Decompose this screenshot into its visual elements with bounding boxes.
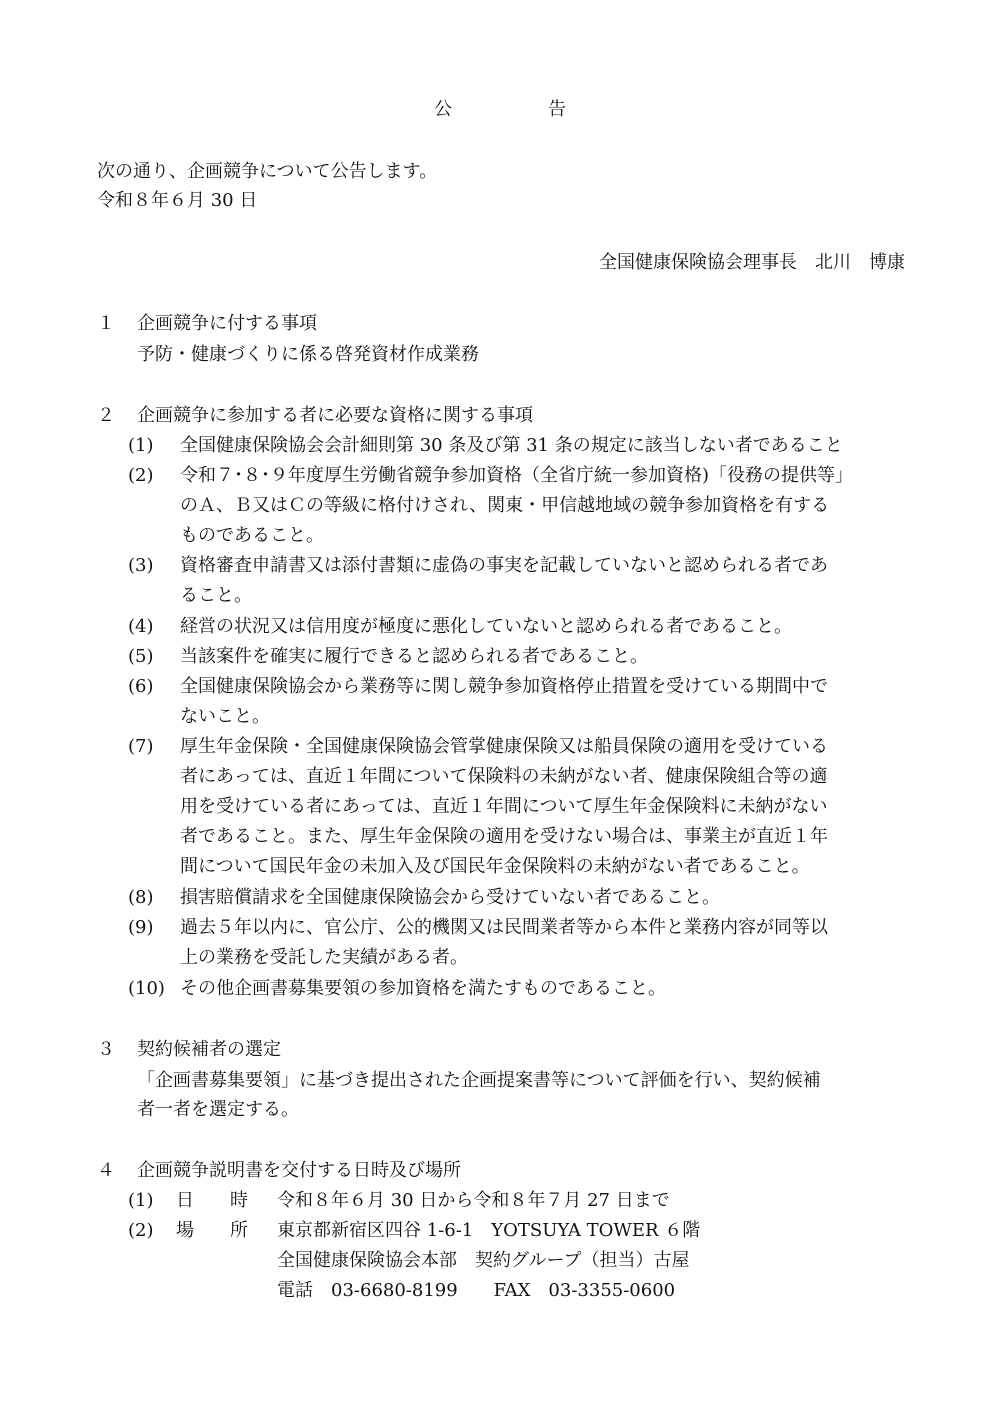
section-2-item-text: 経営の状況又は信用度が極度に悪化していないと認められる者であること。 <box>180 616 792 637</box>
section-2-item-text: 全国健康保険協会から業務等に関し競争参加資格停止措置を受けている期間中で <box>180 676 828 697</box>
section-2-item-text: 当該案件を確実に履行できると認められる者であること。 <box>180 646 648 667</box>
section-2-item-text: 損害賠償請求を全国健康保険協会から受けていない者であること。 <box>180 887 720 908</box>
section-3-heading: 契約候補者の選定 <box>137 1039 281 1060</box>
section-2-item-text: 者であること。また、厚生年金保険の適用を受けない場合は、事業主が直近１年 <box>180 826 828 847</box>
title-char-1: 公 <box>434 99 452 120</box>
section-4-item-2-label: (2) <box>128 1220 154 1241</box>
section-4-item-1-key: 日 時 <box>176 1190 248 1211</box>
section-2-item-text: 資格審査申請書又は添付書類に虚偽の事実を記載していないと認められる者であ <box>180 555 828 576</box>
section-3-number: ３ <box>97 1039 115 1060</box>
section-2-item-text: ること。 <box>180 585 252 606</box>
title-char-2: 告 <box>548 99 566 120</box>
section-2-item-label: (7) <box>128 736 154 757</box>
section-1-number: １ <box>97 313 115 334</box>
section-2-item-label: (6) <box>128 676 154 697</box>
section-2-item-label: (5) <box>128 646 154 667</box>
section-2-item-label: (8) <box>128 887 154 908</box>
section-4-item-1-value: 令和８年６月 30 日から令和８年７月 27 日まで <box>277 1190 670 1211</box>
section-2-item-text: ものであること。 <box>180 525 324 546</box>
section-2-item-text: 間について国民年金の未加入及び国民年金保険料の未納がない者であること。 <box>180 856 810 877</box>
section-2-item-label: (2) <box>128 465 154 486</box>
section-2-heading: 企画競争に参加する者に必要な資格に関する事項 <box>137 405 533 426</box>
section-3-line-2: 者一者を選定する。 <box>137 1099 299 1120</box>
section-3-line-1: 「企画書募集要領」に基づき提出された企画提案書等について評価を行い、契約候補 <box>137 1070 821 1091</box>
address-line: 東京都新宿区四谷 1-6-1 YOTSUYA TOWER ６階 <box>277 1220 701 1241</box>
section-4-item-2-key: 場 所 <box>176 1220 248 1241</box>
section-4-number: ４ <box>97 1160 115 1181</box>
section-2-item-text: 者にあっては、直近１年間について保険料の未納がない者、健康保険組合等の適 <box>180 766 828 787</box>
section-2-item-text: 過去５年以内に、官公庁、公的機関又は民間業者等から本件と業務内容が同等以 <box>180 917 828 938</box>
issuer-name: 全国健康保険協会理事長 北川 博康 <box>599 252 905 273</box>
contact-department-line: 全国健康保険協会本部 契約グループ（担当）古屋 <box>277 1250 690 1271</box>
section-2-item-text: その他企画書募集要領の参加資格を満たすものであること。 <box>180 978 666 999</box>
section-4-item-1-label: (1) <box>128 1190 154 1211</box>
section-2-item-text: のＡ、Ｂ又はＣの等級に格付けされ、関東・甲信越地域の競争参加資格を有する <box>180 495 830 516</box>
section-2-item-label: (9) <box>128 917 154 938</box>
intro-text: 次の通り、企画競争について公告します。 <box>97 161 438 182</box>
section-2-item-label: (3) <box>128 555 154 576</box>
notice-date: 令和８年６月 30 日 <box>97 190 258 211</box>
section-1-body: 予防・健康づくりに係る啓発資材作成業務 <box>137 344 479 365</box>
document-title <box>0 97 1000 123</box>
section-2-number: ２ <box>97 405 115 426</box>
section-2-item-label: (4) <box>128 616 154 637</box>
section-2-item-text: 全国健康保険協会会計細則第 30 条及び第 31 条の規定に該当しない者であること <box>180 435 843 456</box>
phone-fax-line: 電話 03-6680-8199 FAX 03-3355-0600 <box>277 1280 676 1301</box>
section-2-item-text: 用を受けている者にあっては、直近１年間について厚生年金保険料に未納がない <box>180 796 828 817</box>
section-2-item-label: (1) <box>128 435 154 456</box>
section-2-item-text: 令和７･８･９年度厚生労働省競争参加資格（全省庁統一参加資格)「役務の提供等」 <box>180 465 854 486</box>
section-2-item-label: (10) <box>128 978 165 999</box>
section-4-heading: 企画競争説明書を交付する日時及び場所 <box>137 1160 461 1181</box>
section-1-heading: 企画競争に付する事項 <box>137 313 317 334</box>
section-2-item-text: 上の業務を受託した実績がある者。 <box>180 947 468 968</box>
section-2-item-text: 厚生年金保険・全国健康保険協会管掌健康保険又は船員保険の適用を受けている <box>180 736 828 757</box>
section-2-item-text: ないこと。 <box>180 706 270 727</box>
